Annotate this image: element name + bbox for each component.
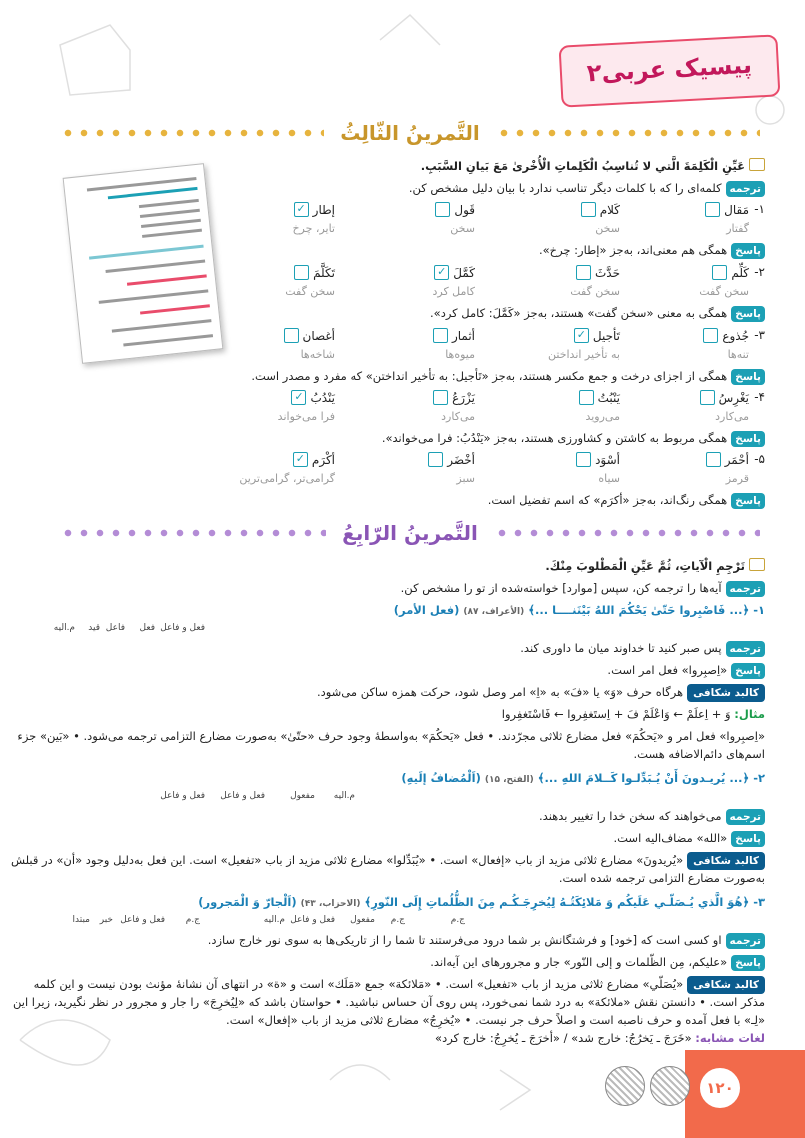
option-3[interactable] [428, 452, 475, 467]
checkbox-icon[interactable] [576, 452, 591, 467]
q1-kabir: کالبد شکافیهرگاه حرف «وَ» یا «فَ» به «اِ» امر وصل شود، حرکت همزه ساکن می‌شود. [317, 684, 765, 702]
option-gloss: کامل کرد [432, 285, 475, 298]
option-3[interactable] [435, 202, 475, 217]
option-word: يَزْرَعُ [452, 390, 475, 405]
option-word: إطار [312, 202, 335, 217]
q2-ann: فعل و فاعل [220, 791, 265, 801]
option-gloss: قرمز [725, 472, 749, 485]
section3-title: التَّمرینُ الثّالِثُ [340, 121, 480, 145]
option-1[interactable] [703, 328, 749, 343]
q3-ann: م.الیه [263, 915, 285, 925]
checkbox-icon[interactable] [700, 390, 715, 405]
q3-ann: فعل و فاعل [290, 915, 335, 925]
translation-tag: ترجمه [726, 181, 765, 197]
option-gloss: تنه‌ها [727, 348, 749, 361]
book-icon [749, 558, 765, 571]
checkbox-checked-icon[interactable]: ✓ [291, 390, 306, 405]
option-2[interactable] [576, 452, 620, 467]
q1-verse: ۱- ﴿... فَاصْبِروا حَتّىٰ يَحْكُمَ اللهُ بَيْنَنــــا ...﴾ (الأعراف، ۸۷) (فعل الأمر) [393, 603, 765, 617]
option-word: كَمَّلَ [453, 265, 475, 280]
q3-kabir3: «لِـ» با فعل آمده و حرف ناصبه است و اصلاً حرف جر نیست. • «يُخرِجُ» مضارع ثلاثی مزید از باب «إفعال» است. [226, 1013, 765, 1027]
checkbox-icon[interactable] [581, 202, 596, 217]
checkbox-icon[interactable] [435, 202, 450, 217]
checkbox-icon[interactable] [706, 452, 721, 467]
section3-instruction: عَيِّنِ الْكَلِمَةَ الَّتي لا تُناسِبُ الْكَلِماتِ الْأُخْرىٰ مَعَ بَيانِ السَّبَبِ. [421, 158, 765, 174]
translation-tag: ترجمه [726, 581, 765, 597]
checkbox-icon[interactable] [579, 390, 594, 405]
q2-ann: فعل و فاعل [160, 791, 205, 801]
progress-dot [650, 1066, 690, 1106]
option-word: أثمار [451, 328, 475, 343]
page-number: ۱۲۰ [697, 1065, 743, 1111]
option-word: جُذوع [722, 328, 749, 343]
answer-tag: پاسخ [731, 493, 765, 509]
option-word: مَقال [724, 202, 749, 217]
item-answer: پاسخهمگی به معنی «سخن گفت» هستند، به‌جز «كَمَّلَ: کامل کرد». [430, 305, 765, 322]
option-gloss: فرا می‌خواند [277, 410, 335, 423]
dotted-divider [60, 529, 326, 537]
q1-answer: پاسخ«اِصبِروا» فعل امر است. [607, 662, 765, 679]
q1-ann: قید [88, 623, 100, 633]
option-4[interactable] [294, 202, 335, 217]
option-word: يَنْبُتُ [597, 390, 620, 405]
q3-kabir2: مذکر است. • دانستن نقش «ملائكة» به درد شما نمی‌خورد، پس روی آن حساس نباشید. • حواستان باشد که «لِيُخرِجَ» را جار و مجرور در نظر نگیرید، زیرا این [13, 995, 765, 1009]
book-title-badge [559, 34, 781, 107]
q1-translation: ترجمهپس صبر کنید تا خداوند میان ما داوری کند. [520, 640, 765, 657]
option-gloss: می‌روید [585, 410, 620, 423]
q1-ann: فعل [139, 623, 155, 633]
item-number: ۵- [754, 452, 765, 466]
q2-kabir2: به‌صورت مضارع التزامی ترجمه شده است. [558, 871, 765, 885]
section4-translation: ترجمهآیه‌ها را ترجمه کن، سپس [موارد] خواسته‌شده از تو را مشخص کن. [401, 580, 765, 597]
q2-kabir: کالبد شکافی«يُريدونَ» مضارع ثلاثی مزید از باب «إفعال» است. • «يُبَدِّلوا» مضارع ثلاثی مزید از باب «تفعیل» است. این فعل به‌دلیل وجود «أن» در قبلش [11, 852, 765, 870]
option-word: حَدَّثَ [594, 265, 620, 280]
q1-ann: م.الیه [53, 623, 75, 633]
option-gloss: گفتار [726, 222, 749, 235]
section4-title: التَّمرینُ الرّابِعُ [342, 521, 478, 545]
option-gloss: سخن [450, 222, 475, 235]
option-4[interactable] [293, 452, 335, 467]
q2-verse: ۲- ﴿... يُريـدونَ أَنْ يُـبَدِّلـوا كَــلامَ اللهِ ...﴾ (الفتح، ۱۵) (اَلْمُضافُ إلَيهِ) [401, 771, 765, 785]
option-gloss: شاخه‌ها [300, 348, 335, 361]
option-4[interactable] [294, 265, 335, 280]
item-number: ۳- [754, 328, 765, 342]
option-gloss: سخن گفت [570, 285, 620, 298]
option-gloss: تایر، چرخ [292, 222, 335, 235]
item-answer: پاسخهمگی رنگ‌اند، به‌جز «أكرَم» که اسم تفضیل است. [488, 492, 765, 509]
option-gloss: به تأخیر انداختن [548, 348, 620, 361]
q2-answer: پاسخ«الله» مضاف‌الیه است. [613, 830, 765, 847]
q3-ann: ج.م [185, 915, 200, 925]
item-answer: پاسخهمگی از اجزای درخت و جمع مکسر هستند، به‌جز «تَأجيل: به تأخیر انداختن» که مفرد و مصدر است. [251, 368, 765, 385]
option-word: يَنْدُبُ [310, 390, 335, 405]
q3-kabir1: کالبد شکافی«يُصَلّي» مضارع ثلاثی مزید از باب «تفعیل» است. • «مَلائكة» جمع «مَلَك» است و «ة» در انتهای آن نشانهٔ مؤنث بودن نیست و این کلمه [34, 976, 765, 994]
q3-verse: ۳- ﴿هُوَ الَّذي يُـصَلّـي عَلَيكُم وَ مَلائِكَتُـهُ لِيُخرِجَـكُـم مِنَ الظُّلُماتِ إِلَى النّورِ﴾ (الاحزاب، ۴۳) (اَلْجارّ وَ الْمَجرور) [198, 895, 765, 909]
q3-lughat: لغات مشابه: «خَرَجَ ـ يَخرُجُ: خارج شد» / «أخرَجَ ـ يُخرِجُ: خارج کرد» [435, 1031, 765, 1045]
book-icon [749, 158, 765, 171]
option-4[interactable] [284, 328, 335, 343]
dotted-divider [496, 129, 760, 137]
option-word: أحْمَر [724, 452, 749, 467]
q3-ann: مفعول [350, 915, 375, 925]
progress-dot [605, 1066, 645, 1106]
checkbox-icon[interactable] [428, 452, 443, 467]
q3-answer: پاسخ«عليكم، مِن الظّلمات و إلى النّور» جار و مجرورهای این آیه‌اند. [430, 954, 765, 971]
q2-ann: مفعول [290, 791, 315, 801]
q1-note2: اسم‌های دائم‌الاضافه هست. [633, 747, 765, 761]
q3-ann: فعل و فاعل [120, 915, 165, 925]
checkbox-icon[interactable] [712, 265, 727, 280]
q3-translation: ترجمهاو کسی است که [خود] و فرشتگانش بر شما درود می‌فرستند تا شما را از تاریکی‌ها به سوی نور خارج سازد. [208, 932, 765, 949]
option-gloss: سخن گفت [285, 285, 335, 298]
q3-ann: خبر [99, 915, 113, 925]
section3-translation: ترجمهکلمه‌ای را که با کلمات دیگر تناسب ندارد با بیان دلیل مشخص کن. [409, 180, 765, 197]
option-word: أكْرَم [311, 452, 335, 467]
checkbox-icon[interactable] [703, 328, 718, 343]
option-word: أغصان [302, 328, 335, 343]
item-answer: پاسخهمگی هم معنی‌اند، به‌جز «إطار: چرخ». [539, 242, 765, 259]
q1-note1: «اِصبِروا» فعل امر و «يَحكُمَ» فعل مضارع ثلاثی مجرّدند. • فعل «يَحكُمَ» به‌واسطهٔ وجود حرف «حتّیٰ» به‌صورت مضارع التزامی ترجمه می‌شود. • «بَين» جزء [17, 729, 765, 743]
option-gloss: سخن [595, 222, 620, 235]
option-gloss: سیاه [598, 472, 620, 485]
option-gloss: میوه‌ها [445, 348, 475, 361]
option-1[interactable] [712, 265, 749, 280]
checkbox-icon[interactable] [433, 328, 448, 343]
checkbox-checked-icon[interactable]: ✓ [294, 202, 309, 217]
option-gloss: می‌کارد [715, 410, 749, 423]
option-word: كَلِّم [731, 265, 749, 280]
book-title: پیسیک عربی۲ [586, 50, 753, 88]
q1-mithal: مثال: وَ + اِعلَمْ ← وَاعْلَمْ فَ + اِستَغفِروا ← فَاسْتَغفِروا [501, 707, 765, 721]
q2-ann: م.الیه [333, 791, 355, 801]
option-word: أسْوَد [595, 452, 620, 467]
option-1[interactable] [705, 202, 749, 217]
checkbox-icon[interactable] [294, 265, 309, 280]
option-2[interactable] [576, 265, 620, 280]
q1-ann: فعل و فاعل [160, 623, 205, 633]
section3-title-row [60, 118, 760, 148]
checkbox-icon[interactable] [433, 390, 448, 405]
q3-ann: ج.م [450, 915, 465, 925]
option-gloss: می‌کارد [441, 410, 475, 423]
answer-tag: پاسخ [731, 369, 765, 385]
option-1[interactable] [700, 390, 749, 405]
item-answer: پاسخهمگی مربوط به کاشتن و کشاورزی هستند، به‌جز «يَنْدُبُ: فرا می‌خواند». [382, 430, 765, 447]
option-3[interactable] [433, 328, 475, 343]
option-word: قَول [454, 202, 475, 217]
option-word: تَكَلَّمَ [313, 265, 335, 280]
item-number: ۲- [754, 265, 765, 279]
option-2[interactable] [574, 328, 620, 343]
option-word: أخْضَر [447, 452, 475, 467]
answer-tag: پاسخ [731, 431, 765, 447]
checkbox-checked-icon[interactable]: ✓ [574, 328, 589, 343]
section4-instruction: تَرْجِمِ الْآياتِ، ثُمَّ عَيِّنِ الْمَطْلوبَ مِنْكَ. [545, 558, 765, 574]
dotted-divider [494, 529, 760, 537]
option-4[interactable] [291, 390, 335, 405]
answer-tag: پاسخ [731, 243, 765, 259]
q3-ann: ج.م [390, 915, 405, 925]
option-1[interactable] [706, 452, 749, 467]
option-2[interactable] [579, 390, 620, 405]
option-2[interactable] [581, 202, 620, 217]
option-word: يَغْرِسُ [718, 390, 749, 405]
checkbox-icon[interactable] [705, 202, 720, 217]
q1-ann: فاعل [105, 623, 125, 633]
checkbox-icon[interactable] [284, 328, 299, 343]
checkbox-checked-icon[interactable]: ✓ [293, 452, 308, 467]
q2-translation: ترجمهمی‌خواهند که سخن خدا را تغییر بدهند. [539, 808, 765, 825]
dotted-divider [60, 129, 324, 137]
option-word: كَلام [599, 202, 620, 217]
item-number: ۱- [754, 202, 765, 216]
option-3[interactable] [433, 390, 475, 405]
checkbox-checked-icon[interactable]: ✓ [434, 265, 449, 280]
option-3[interactable] [434, 265, 475, 280]
section4-title-row [60, 518, 760, 548]
worksheet-thumbnail [63, 163, 224, 364]
option-word: تَأجيل [592, 328, 620, 343]
option-gloss: سبز [456, 472, 475, 485]
q3-ann: مبتدا [72, 915, 90, 925]
option-gloss: سخن گفت [699, 285, 749, 298]
answer-tag: پاسخ [731, 306, 765, 322]
checkbox-icon[interactable] [576, 265, 591, 280]
item-number: ۴- [754, 390, 765, 404]
option-gloss: گرامی‌تر، گرامی‌ترین [239, 472, 335, 485]
